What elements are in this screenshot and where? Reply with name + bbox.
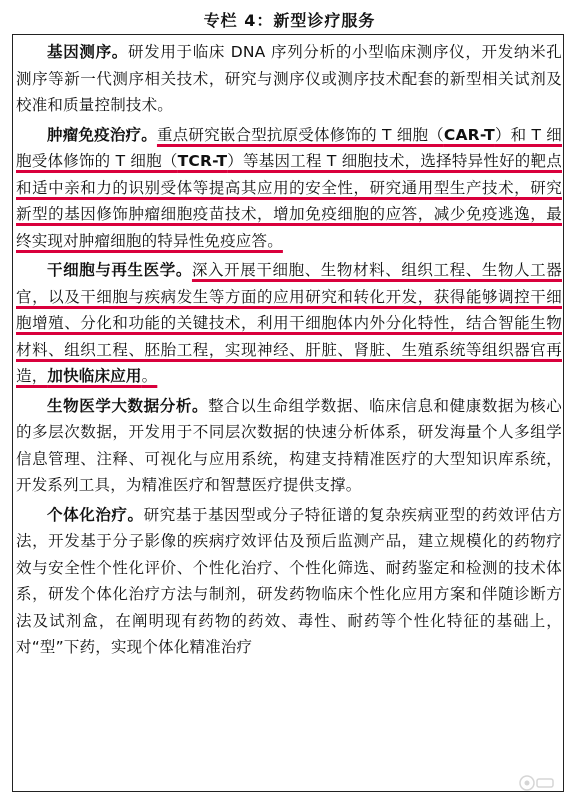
body-text: 研发用于临床 DNA 序列分析的小型临床测序仪，开发纳米孔测序等新一代测序相关技术，研究与测序仪或测序技术配套的新型相关试剂及校准和质量控制技术。: [16, 43, 562, 114]
paragraph-heading: 生物医学大数据分析。: [47, 396, 209, 415]
paragraph-heading: 基因测序。: [47, 43, 128, 61]
paragraph: [16, 257, 562, 390]
paragraph-heading: 个体化治疗。: [47, 505, 144, 524]
paragraph: [16, 122, 562, 255]
highlighted-text: ）和 T 细胞受体修饰的 T 细胞（: [16, 125, 563, 170]
highlighted-text: ）等基因工程 T 细胞技术，选择特异性好的靶点和适中亲和力的识别受体等提高其应用的安全性，研究通用型生产技术，研究新型的基因修饰肿瘤细胞疫苗技术，增加免疫细胞的应答，减少免疫逃逸，最终实现对肿瘤细胞的特异性免疫应答。: [16, 152, 562, 250]
highlighted-text: 。: [141, 367, 158, 385]
watermark-icon: [517, 772, 557, 794]
column-content: [16, 39, 562, 664]
column-title: 专栏 4：新型诊疗服务: [203, 11, 376, 30]
highlighted-text: TCR-T: [177, 152, 228, 170]
paragraph: [16, 502, 562, 661]
highlighted-text: 加快临床应用: [47, 367, 142, 385]
paragraph-heading: 干细胞与再生医学。: [47, 261, 192, 279]
highlighted-text: CAR-T: [443, 125, 495, 144]
body-text: 研究基于基因型或分子特征谱的复杂疾病亚型的药效评估方法，开发基于分子影像的疾病疗效评估及预后监测产品，建立规模化的药物疗效与安全性个性化评价、个性化治疗、个性化筛选、耐药鉴定和检测的技术体系，研发个体化治疗方法与制剂，研发药物临床个性化应用方案和伴随诊断方法及试剂盒，在阐明现有药物的药效、毒性、耐药等个性化特征的基础上，对“型”下药，实现个体化精准治疗: [16, 505, 562, 656]
body-text: 整合以生命组学数据、临床信息和健康数据为核心的多层次数据，开发用于不同层次数据的快速分析体系，研发海量个人多组学信息管理、注释、可视化与应用系统，构建支持精准医疗的大型知识库系统，开发系列工具，为精准医疗和智慧医疗提供支撑。: [16, 396, 562, 494]
highlighted-text: 深入开展干细胞、生物材料、组织工程、生物人工器官，以及干细胞与疾病发生等方面的应用研究和转化开发，获得能够调控干细胞增殖、分化和功能的关键技术，利用干细胞体内外分化特性，结合智能生物材料、组织工程、胚胎工程，实现神经、肝脏、肾脏、生殖系统等组织器官再造，: [16, 261, 562, 385]
highlighted-text: 重点研究嵌合型抗原受体修饰的 T 细胞（: [156, 125, 444, 144]
paragraph: [16, 393, 562, 499]
paragraph: [16, 39, 562, 119]
paragraph-heading: 肿瘤免疫治疗。: [47, 125, 157, 144]
